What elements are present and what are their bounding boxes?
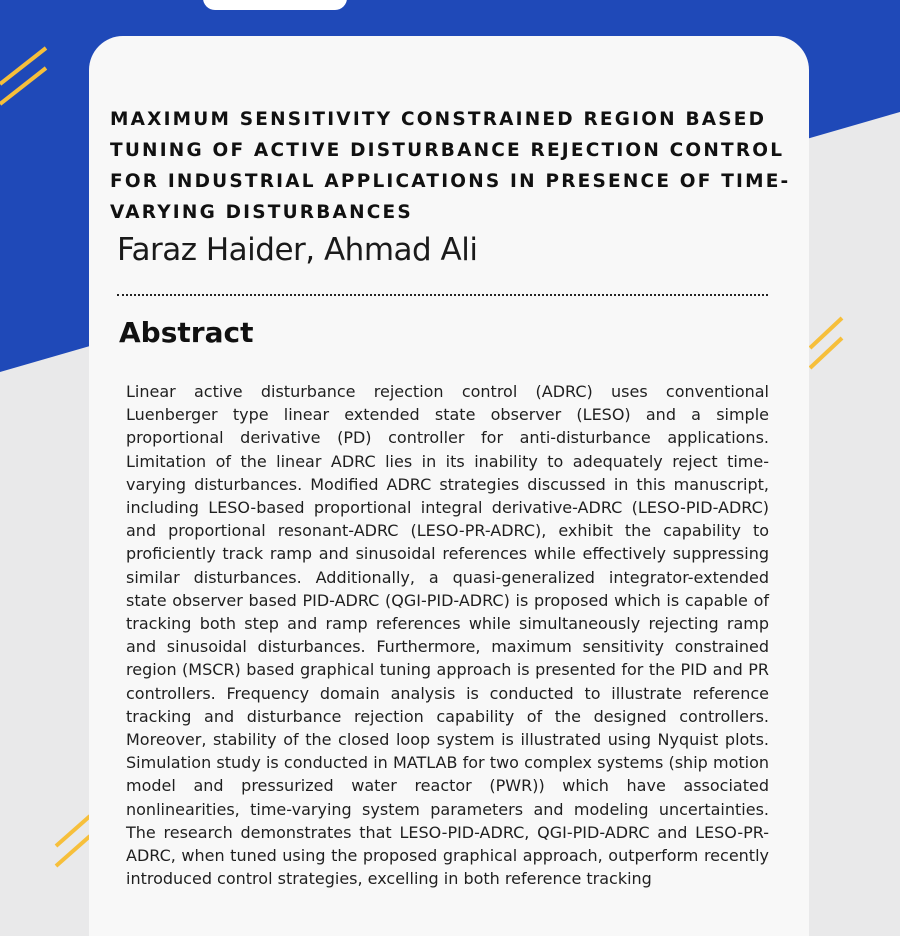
paper-title: MAXIMUM SENSITIVITY CONSTRAINED REGION BASED TUNING OF ACTIVE DISTURBANCE REJECTION CONTROL FOR INDUSTRIAL APPLICATIONS IN PRESENCE OF TIME-VARYING DISTURBANCES bbox=[110, 109, 791, 223]
stripes-decoration-left-top bbox=[0, 42, 60, 122]
stripes-decoration-right bbox=[800, 312, 860, 382]
dotted-divider bbox=[117, 294, 768, 296]
abstract-heading: Abstract bbox=[119, 316, 254, 349]
author-list: Faraz Haider, Ahmad Ali bbox=[117, 232, 478, 268]
abstract-text: Linear active disturbance rejection control (ADRC) uses conventional Luenberger type linear extended state observer (LESO) and a simple proportional derivative (PD) controller for anti-disturbance applications. Limitation of the linear ADRC lies in its inability to adequately reject time-varying disturbances. Modified ADRC strategies discussed in this manuscript, including LESO-based proportional integral derivative-ADRC (LESO-PID-ADRC) and proportional resonant-ADRC (LESO-PR-ADRC), exhibit the capability to proficiently track ramp and sinusoidal references while effectively suppressing similar disturbances. Additionally, a quasi-generalized integrator-extended state observer based PID-ADRC (QGI-PID-ADRC) is proposed which is capable of tracking both step and ramp references while simultaneously rejecting ramp and sinusoidal disturbances. Furthermore, maximum sensitivity constrained region (MSCR) based graphical tuning approach is presented for the PID and PR controllers. Frequency domain analysis is conducted to illustrate reference tracking and disturbance rejection capability of the designed controllers. Moreover, stability of the closed loop system is illustrated using Nyquist plots. Simulation study is conducted in MATLAB for two complex systems (ship motion model and pressurized water reactor (PWR)) which have associated nonlinearities, time-varying system parameters and modeling uncertainties. The research demonstrates that LESO-PID-ADRC, QGI-PID-ADRC and LESO-PR-ADRC, when tuned using the proposed graphical approach, outperform recently introduced control strategies, excelling in both reference tracking bbox=[126, 382, 769, 889]
top-tab-decoration bbox=[203, 0, 347, 10]
